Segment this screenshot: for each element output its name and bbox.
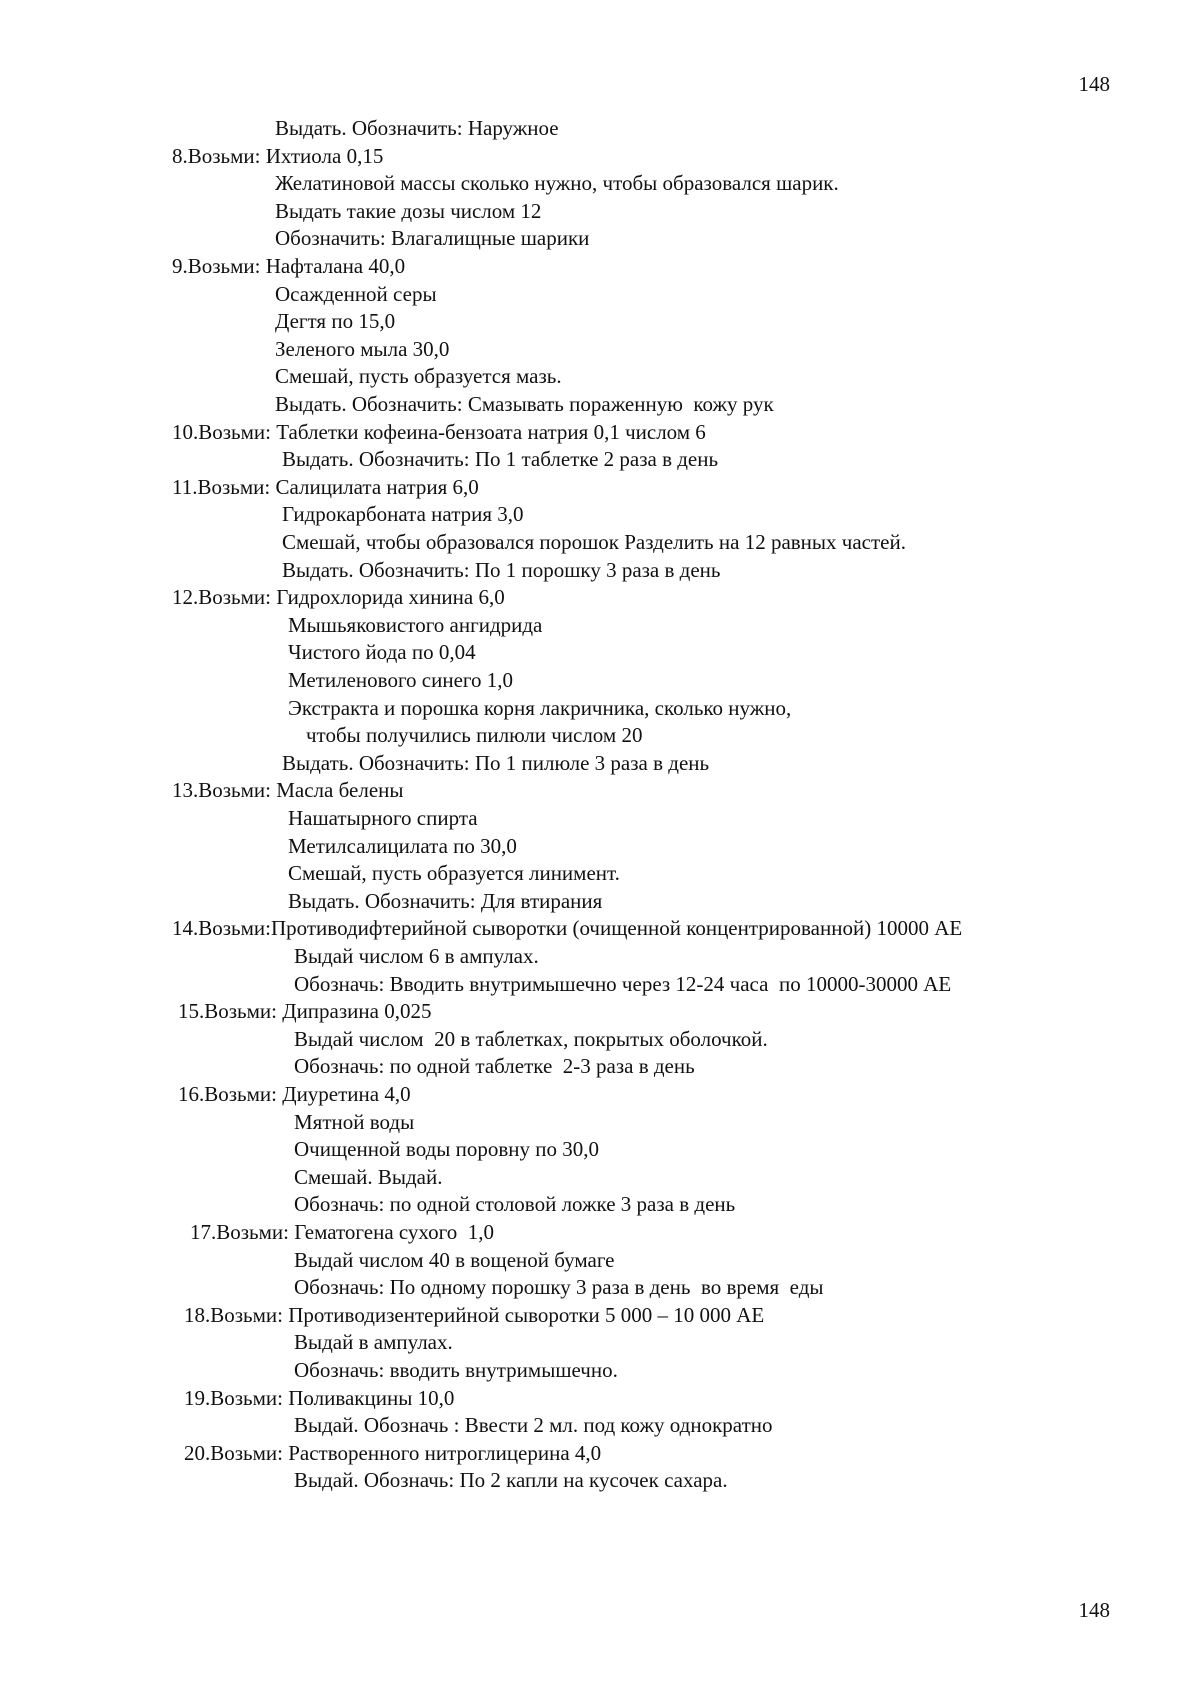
page-number-top: 148 [1078,72,1110,96]
text-line: Выдай в ампулах. [294,1330,453,1355]
text-line: 15.Возьми: Дипразина 0,025 [178,999,432,1024]
text-line: Гидрокарбоната натрия 3,0 [282,502,524,527]
text-line: Обозначь: Вводить внутримышечно через 12-24 часа по 10000-30000 АЕ [294,971,952,996]
text-line: Обозначь: вводить внутримышечно. [294,1358,618,1382]
text-line: 17.Возьми: Гематогена сухого 1,0 [190,1220,494,1244]
text-line: 9.Возьми: Нафталана 40,0 [172,254,406,278]
text-line: Выдай. Обозначь: По 2 капли на кусочек сахара. [294,1468,728,1493]
text-line: Очищенной воды поровну по 30,0 [294,1137,600,1162]
text-line: Обозначь: по одной столовой ложке 3 раза в день [294,1192,736,1217]
text-line: Обозначь: По одному порошку 3 раза в день во время еды [294,1275,824,1300]
text-line: Смешай, пусть образуется мазь. [275,364,562,389]
text-line: 11.Возьми: Салицилата натрия 6,0 [172,474,479,499]
text-line: Дегтя по 15,0 [275,309,396,334]
text-line: чтобы получились пилюли числом 20 [306,723,643,748]
text-line: Выдать. Обозначить: По 1 пилюле 3 раза в день [282,750,710,775]
text-line: Выдай числом 40 в вощеной бумаге [294,1247,615,1272]
text-line: Осажденной серы [275,281,437,306]
text-line: 8.Возьми: Ихтиола 0,15 [172,143,384,168]
text-line: 16.Возьми: Диуретина 4,0 [178,1082,411,1106]
text-line: Выдать. Обозначить: Наружное [275,116,559,140]
text-line: Мятной воды [294,1109,415,1134]
text-line: Экстракта и порошка корня лакричника, сколько нужно, [288,695,792,720]
text-line: 12.Возьми: Гидрохлорида хинина 6,0 [172,585,505,610]
text-line: Смешай. Выдай. [294,1164,443,1189]
text-line: Обозначь: по одной таблетке 2-3 раза в день [294,1054,695,1079]
text-line: 20.Возьми: Растворенного нитроглицерина 4,0 [184,1440,602,1465]
text-line: 14.Возьми:Противодифтерийной сыворотки (очищенной концентрированной) 10000 АЕ [172,916,963,941]
text-line: Выдать. Обозначить: Для втирания [288,888,603,913]
text-line: Метиленового синего 1,0 [288,668,513,692]
text-line: Мышьяковистого ангидрида [288,612,543,637]
text-line: Чистого йода по 0,04 [288,640,476,665]
page-number-bottom: 148 [1078,1598,1110,1622]
text-line: 18.Возьми: Противодизентерийной сыворотки 5 000 – 10 000 АЕ [184,1302,765,1327]
text-line: 13.Возьми: Масла белены [172,778,404,803]
text-line: Выдать такие дозы числом 12 [275,198,542,223]
text-line: Смешай, чтобы образовался порошок Разделить на 12 равных частей. [282,530,906,554]
text-line: Выдать. Обозначить: По 1 порошку 3 раза в день [282,557,721,582]
text-line: Нашатырного спирта [288,806,478,830]
text-line: Обозначить: Влагалищные шарики [275,226,590,251]
text-line: 10.Возьми: Таблетки кофеина-бензоата натрия 0,1 числом 6 [172,419,706,444]
text-line: Выдать. Обозначить: Смазывать пораженную кожу рук [275,392,774,416]
text-line: Выдай числом 6 в ампулах. [294,944,539,968]
text-line: Смешай, пусть образуется линимент. [288,861,620,886]
text-line: Желатиновой массы сколько нужно, чтобы образовался шарик. [275,171,839,196]
text-line: Выдать. Обозначить: По 1 таблетке 2 раза в день [282,447,719,472]
text-line: Выдай числом 20 в таблетках, покрытых оболочкой. [294,1026,768,1051]
text-line: 19.Возьми: Поливакцины 10,0 [184,1385,455,1410]
text-line: Метилсалицилата по 30,0 [288,833,517,858]
text-line: Выдай. Обозначь : Ввести 2 мл. под кожу однократно [294,1413,773,1438]
text-line: Зеленого мыла 30,0 [275,336,450,361]
